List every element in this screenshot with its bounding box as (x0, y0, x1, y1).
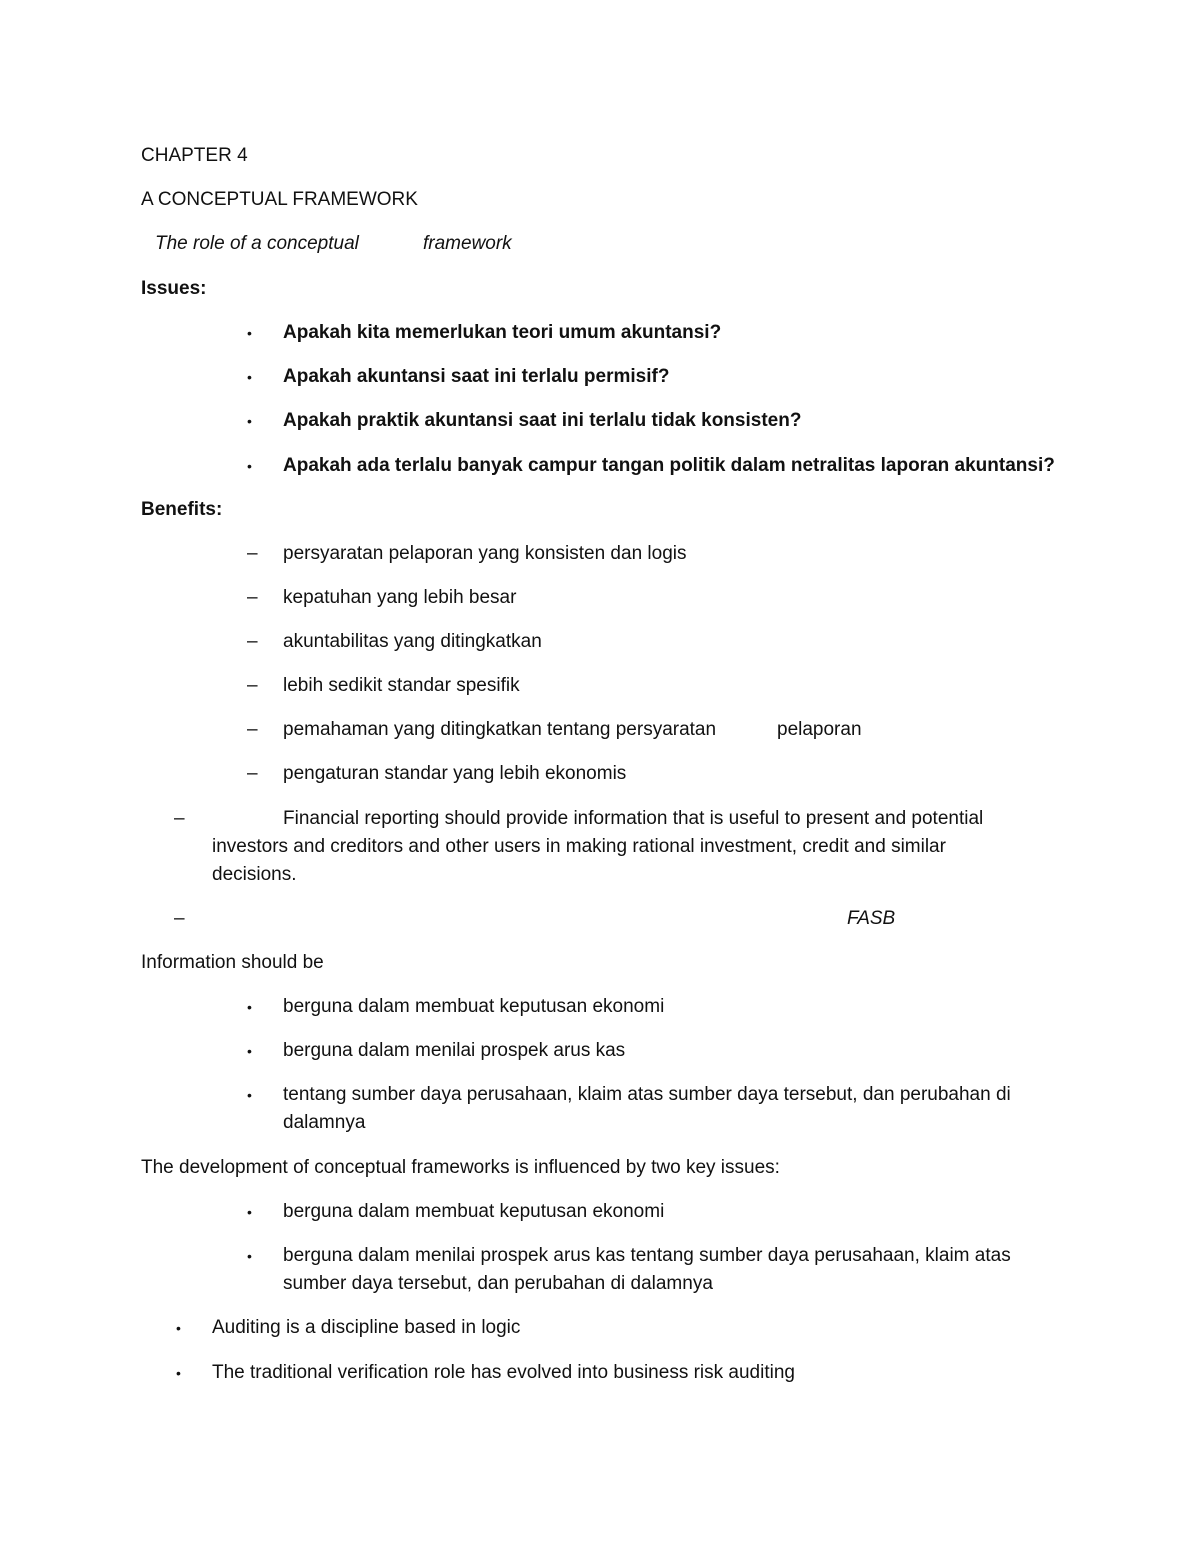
dash-icon: – (247, 763, 258, 784)
benefit-item: persyaratan pelaporan yang konsisten dan logis (283, 543, 687, 564)
issue-item: Apakah ada terlalu banyak campur tangan politik dalam netralitas laporan akuntansi? (283, 455, 1055, 476)
benefit-item: kepatuhan yang lebih besar (283, 587, 517, 608)
bullet-icon: • (247, 999, 252, 1015)
dash-icon: – (174, 808, 185, 829)
chapter-label: CHAPTER 4 (141, 145, 248, 166)
development-item: berguna dalam membuat keputusan ekonomi (283, 1201, 665, 1222)
information-item: berguna dalam membuat keputusan ekonomi (283, 996, 665, 1017)
quote-line-3: decisions. (212, 864, 297, 885)
quote-line-2: investors and creditors and other users in making rational investment, credit and similar (212, 836, 946, 857)
quote-source: FASB (847, 908, 896, 929)
quote-line-1: Financial reporting should provide information that is useful to present and potential (283, 808, 984, 829)
bullet-icon: • (247, 1087, 252, 1103)
dash-icon: – (247, 675, 258, 696)
information-item: berguna dalam menilai prospek arus kas (283, 1040, 626, 1061)
issue-item: Apakah akuntansi saat ini terlalu permisif? (283, 366, 670, 387)
issue-item: Apakah kita memerlukan teori umum akuntansi? (283, 322, 722, 343)
benefit-item-suffix: pelaporan (777, 719, 862, 740)
dash-icon: – (247, 587, 258, 608)
bullet-icon: • (176, 1320, 181, 1336)
issue-item: Apakah praktik akuntansi saat ini terlalu tidak konsisten? (283, 410, 802, 431)
benefit-item: lebih sedikit standar spesifik (283, 675, 520, 696)
bullet-icon: • (247, 1043, 252, 1059)
information-heading: Information should be (141, 952, 324, 973)
benefits-heading: Benefits: (141, 499, 223, 520)
issues-heading: Issues: (141, 278, 207, 299)
bullet-icon: • (247, 369, 252, 385)
benefit-item: akuntabilitas yang ditingkatkan (283, 631, 542, 652)
dash-icon: – (247, 719, 258, 740)
document-title: A CONCEPTUAL FRAMEWORK (141, 189, 418, 210)
benefit-item: pengaturan standar yang lebih ekonomis (283, 763, 627, 784)
bullet-icon: • (247, 413, 252, 429)
dash-icon: – (247, 631, 258, 652)
bullet-icon: • (247, 325, 252, 341)
dash-icon: – (174, 908, 185, 929)
subtitle-part1: The role of a conceptual (155, 233, 359, 254)
auditing-item: The traditional verification role has evolved into business risk auditing (212, 1362, 795, 1383)
auditing-item: Auditing is a discipline based in logic (212, 1317, 521, 1338)
information-item-line-1: tentang sumber daya perusahaan, klaim atas sumber daya tersebut, dan perubahan di (283, 1084, 1011, 1105)
bullet-icon: • (176, 1365, 181, 1381)
development-heading: The development of conceptual frameworks is influenced by two key issues: (141, 1157, 780, 1178)
development-item-line-2: sumber daya tersebut, dan perubahan di dalamnya (283, 1273, 713, 1294)
bullet-icon: • (247, 458, 252, 474)
bullet-icon: • (247, 1248, 252, 1264)
subtitle-part2: framework (423, 233, 512, 254)
information-item-line-2: dalamnya (283, 1112, 366, 1133)
bullet-icon: • (247, 1204, 252, 1220)
benefit-item: pemahaman yang ditingkatkan tentang persyaratan (283, 719, 717, 740)
dash-icon: – (247, 543, 258, 564)
development-item-line-1: berguna dalam menilai prospek arus kas tentang sumber daya perusahaan, klaim atas (283, 1245, 1011, 1266)
